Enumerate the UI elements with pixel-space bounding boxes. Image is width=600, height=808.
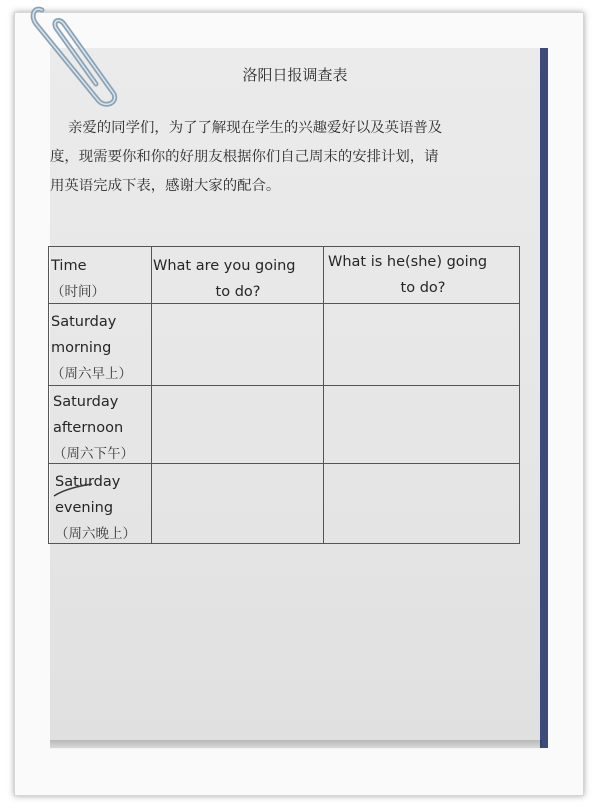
header-friend: What is he(she) going to do? [328,254,488,296]
schedule-table [48,246,520,544]
answer-cell-you[interactable] [157,393,317,457]
answer-cell-friend[interactable] [329,313,515,379]
paperclip-icon [28,2,128,112]
document-title: 洛阳日报调查表 [242,66,348,84]
intro-line: 用英语完成下表，感谢大家的配合。 [50,178,281,194]
header-you: What are you going to do? [153,258,296,300]
intro-paragraph [50,114,528,201]
answer-cell-you[interactable] [157,471,317,535]
row-label-evening: Saturday evening （周六晚上） [55,474,136,542]
intro-line: 亲爱的同学们，为了了解现在学生的兴趣爱好以及英语普及 [68,120,443,136]
column-divider [323,247,324,543]
pen-stroke-mark [52,480,96,500]
sheet-shadow [50,740,542,750]
row-label-morning: Saturday morning （周六早上） [51,314,132,382]
answer-cell-you[interactable] [157,313,317,379]
intro-line: 度，现需要你和你的好朋友根据你们自己周末的安排计划，请 [50,149,439,165]
survey-sheet [50,48,540,748]
row-label-afternoon: Saturday afternoon （周六下午） [53,394,134,462]
header-time: Time （时间） [51,258,105,300]
answer-cell-friend[interactable] [329,471,515,535]
answer-cell-friend[interactable] [329,393,515,457]
